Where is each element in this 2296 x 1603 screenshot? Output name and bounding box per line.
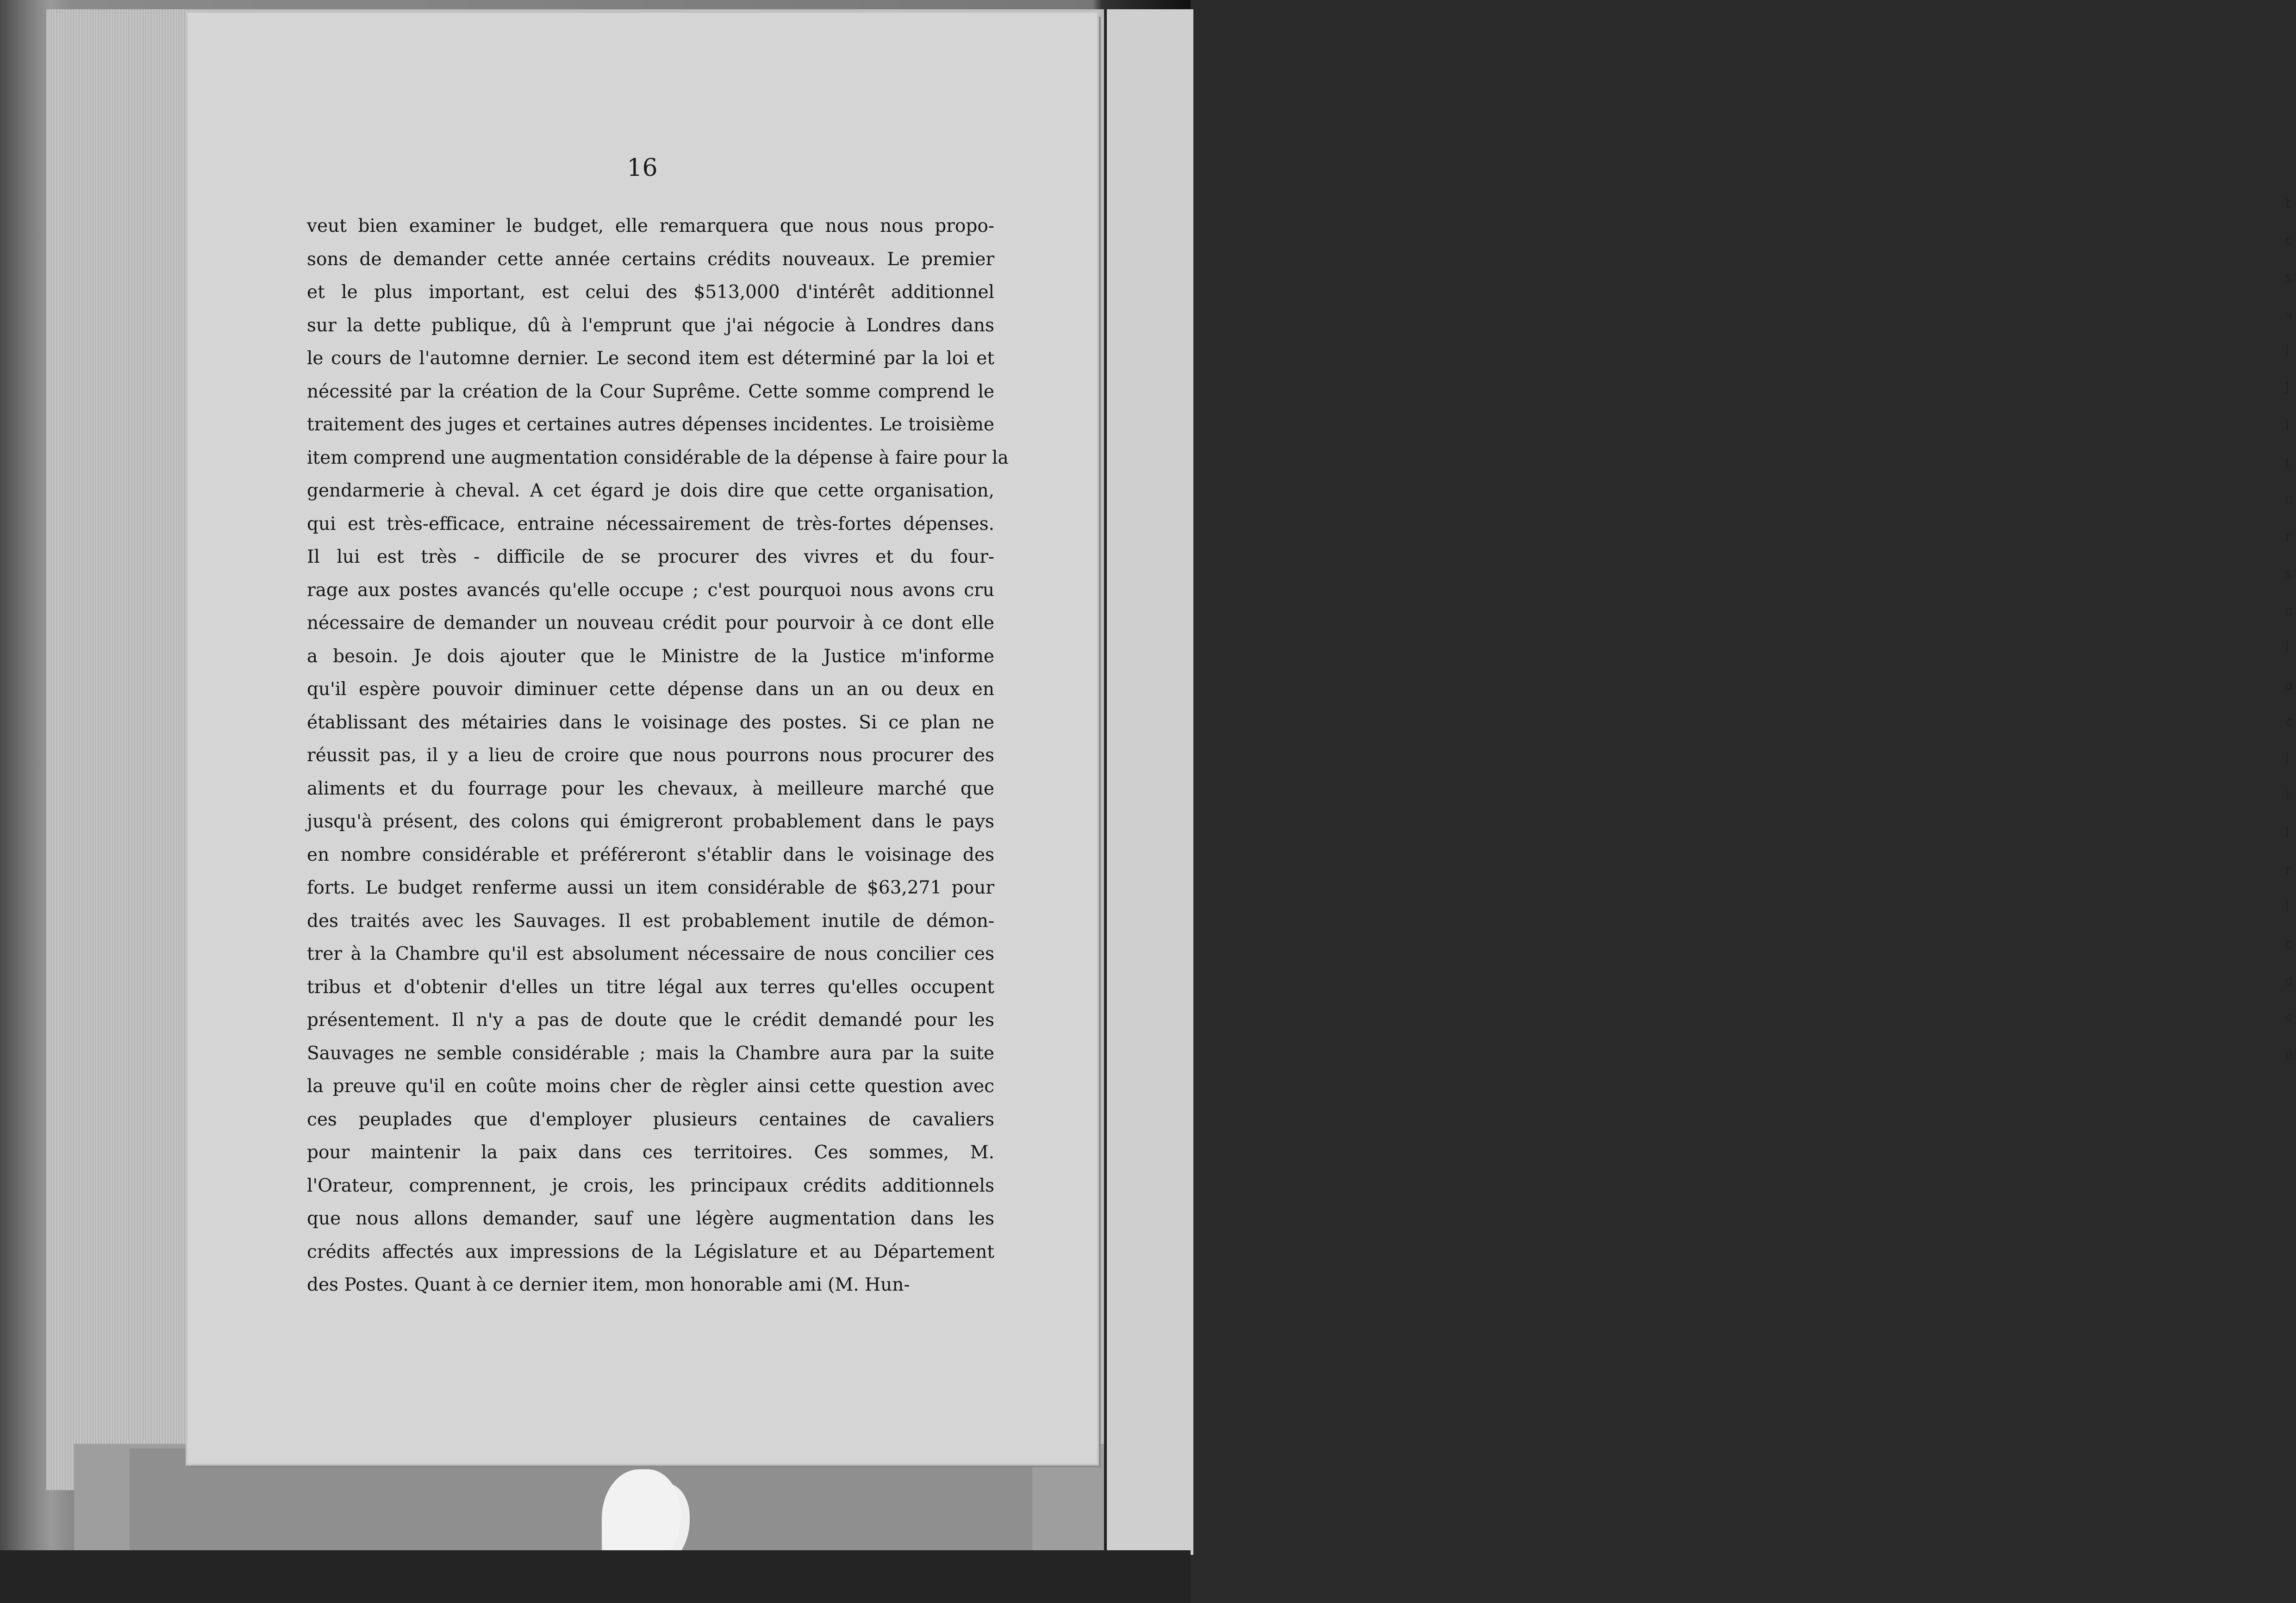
text-line: rage aux postes avancés qu'elle occupe ; c'est pourquoi nous avons cru — [307, 579, 994, 601]
text-line: veut bien examiner le budget, elle remarquera que nous nous propo- — [307, 216, 994, 236]
adjacent-page-fragment: c — [2285, 714, 2293, 730]
text-line: Sauvages ne semble considérable ; mais la Chambre aura par la suite — [307, 1043, 994, 1064]
text-line: que nous allons demander, sauf une légère augmentation dans les — [307, 1208, 994, 1229]
text-line: traitement des juges et certaines autres dépenses incidentes. Le troisième — [307, 414, 994, 435]
adjacent-page-fragment: s — [2285, 1010, 2292, 1026]
adjacent-page-fragment: s — [2285, 565, 2292, 582]
text-line: et le plus important, est celui des $513,000 d'intérêt additionnel — [307, 282, 994, 303]
adjacent-page-fragment: c — [2285, 936, 2293, 952]
text-line: forts. Le budget renferme aussi un item considérable de $63,271 pour — [307, 877, 994, 898]
adjacent-page-fragment: s — [2285, 269, 2292, 286]
text-line: tribus et d'obtenir d'elles un titre légal aux terres qu'elles occupent — [307, 976, 994, 998]
text-line: nécessité par la création de la Cour Suprême. Cette somme comprend le — [307, 381, 994, 402]
adjacent-page-fragment: é — [2285, 1047, 2293, 1063]
text-line: crédits affectés aux impressions de la Législature et au Département — [307, 1241, 994, 1262]
book-page — [187, 13, 1097, 1464]
adjacent-page-fragment: i — [2285, 788, 2290, 804]
text-line: nécessaire de demander un nouveau crédit pour pourvoir à ce dont elle — [307, 613, 994, 634]
body-text — [307, 210, 1009, 1302]
text-line: a besoin. Je dois ajouter que le Ministre de la Justice m'informe — [307, 646, 994, 667]
page-edges — [49, 9, 187, 1490]
text-line: ces peuplades que d'employer plusieurs centaines de cavaliers — [307, 1109, 994, 1130]
page-shadow — [130, 1448, 1032, 1550]
adjacent-page-fragment: a — [2285, 677, 2293, 693]
text-line: qu'il espère pouvoir diminuer cette dépense dans un an ou deux en — [307, 679, 994, 700]
adjacent-page — [1104, 9, 2293, 1555]
adjacent-page-fragment: l — [2285, 380, 2290, 397]
adjacent-page-fragment: l — [2285, 899, 2290, 915]
scan-bottom-border — [0, 1550, 1191, 1603]
adjacent-page-fragment: l — [2285, 417, 2290, 434]
text-line: jusqu'à présent, des colons qui émigreront probablement dans le pays — [307, 811, 994, 832]
text-line: présentement. Il n'y a pas de doute que le crédit demandé pour les — [307, 1010, 994, 1031]
adjacent-page-fragment: l — [2285, 825, 2290, 841]
adjacent-page-fragment: c — [2285, 973, 2293, 989]
text-line: la preuve qu'il en coûte moins cher de règler ainsi cette question avec — [307, 1076, 994, 1097]
adjacent-page-fragment: c — [2285, 491, 2293, 508]
adjacent-page-fragment: l — [2285, 751, 2290, 767]
adjacent-page-fragment: r — [2285, 528, 2292, 545]
adjacent-page-fragment: t — [2285, 454, 2291, 471]
adjacent-page-fragment: l — [2285, 343, 2290, 360]
text-line: item comprend une augmentation considérable de la dépense à faire pour la — [307, 447, 1009, 468]
adjacent-page-fragment: t — [2285, 195, 2291, 211]
page-number: 16 — [627, 154, 658, 182]
text-line: qui est très-efficace, entraine nécessairement de très-fortes dépenses. — [307, 513, 994, 534]
adjacent-page-text — [2285, 185, 2296, 1074]
adjacent-page-fragment: l — [2285, 640, 2290, 656]
text-line: trer à la Chambre qu'il est absolument nécessaire de nous concilier ces — [307, 944, 994, 964]
adjacent-page-fragment: r — [2285, 862, 2292, 878]
text-line: pour maintenir la paix dans ces territoires. Ces sommes, M. — [307, 1142, 994, 1163]
adjacent-page-fragment: c — [2285, 603, 2293, 619]
text-line: des traités avec les Sauvages. Il est probablement inutile de démon- — [307, 910, 994, 932]
text-line: des Postes. Quant à ce dernier item, mon honorable ami (M. Hun- — [307, 1274, 910, 1295]
text-line: sur la dette publique, dû à l'emprunt que j'ai négocie à Londres dans — [307, 315, 994, 336]
text-line: gendarmerie à cheval. A cet égard je dois dire que cette organisation, — [307, 480, 994, 501]
text-line: réussit pas, il y a lieu de croire que nous pourrons nous procurer des — [307, 745, 994, 766]
adjacent-page-fragment: s — [2285, 306, 2292, 323]
text-line: Il lui est très - difficile de se procurer des vivres et du four- — [307, 547, 994, 567]
text-line: le cours de l'automne dernier. Le second item est déterminé par la loi et — [307, 348, 994, 369]
text-line: en nombre considérable et préféreront s'établir dans le voisinage des — [307, 844, 994, 865]
text-line: établissant des métairies dans le voisinage des postes. Si ce plan ne — [307, 712, 994, 733]
text-line: l'Orateur, comprennent, je crois, les principaux crédits additionnels — [307, 1175, 994, 1196]
text-line: sons de demander cette année certains crédits nouveaux. Le premier — [307, 249, 994, 270]
text-line: aliments et du fourrage pour les chevaux, à meilleure marché que — [307, 778, 994, 799]
adjacent-page-fragment: c — [2285, 232, 2293, 249]
